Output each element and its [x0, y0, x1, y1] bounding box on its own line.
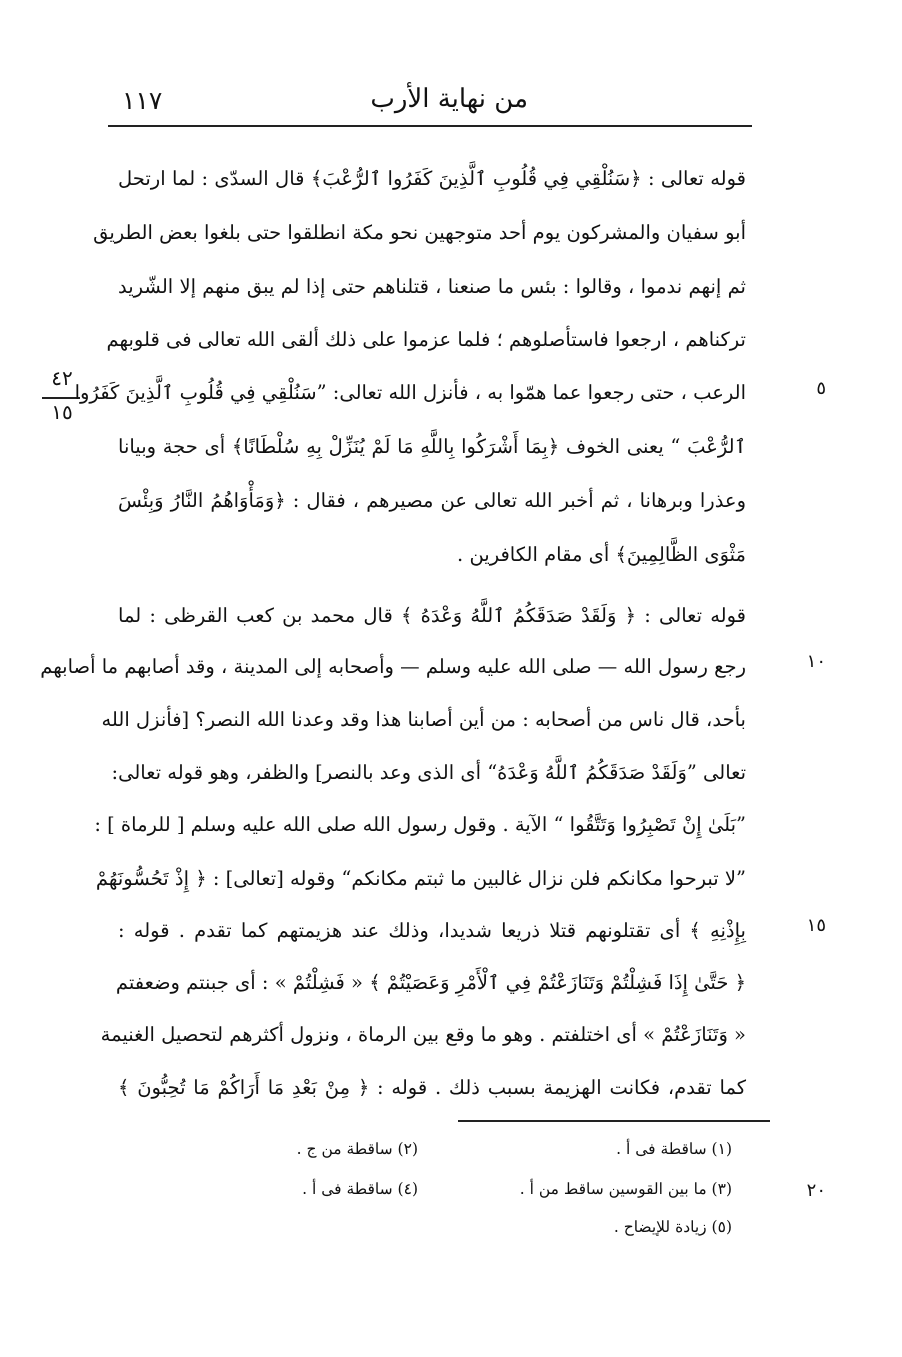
line-number: ١٥ [806, 915, 826, 936]
footnote: (٣) ما بين القوسين ساقط من أ . [519, 1180, 732, 1198]
line-number: ٢٠ [806, 1180, 826, 1201]
text-line: ثم إنهم ندموا ، وقالوا : بئس ما صنعنا ، قتلناهم حتى إذا لم يبق منهم إلا الشّريد [118, 275, 746, 298]
text-line: الرعب ، حتى رجعوا عما همّوا به ، فأنزل الله تعالى: ”سَنُلْقِي فِي قُلُوبِ ٱلَّذِينَ كَفَرُوا [74, 381, 746, 404]
text-line: ”لا تبرحوا مكانكم فلن نزال غالبين ما ثبتم مكانكم“ وقوله [تعالى] : ﴿ إِذْ تَحُسُّونَهُمْ [95, 867, 746, 890]
margin-ref-bottom: ١٥ [51, 400, 73, 424]
header-rule [108, 125, 752, 127]
text-line: ٱلرُّعْبَ “ يعنى الخوف ﴿بِمَا أَشْرَكُوا بِاللَّهِ مَا لَمْ يُنَزِّلْ بِهِ سُلْطَانًا﴾ أى حجة وبيانا [118, 435, 746, 458]
text-line: تركناهم ، ارجعوا فاستأصلوهم ؛ فلما عزموا على ذلك ألقى الله تعالى فى قلوبهم [106, 328, 746, 351]
page-number: ١١٧ [122, 86, 163, 115]
footnote: (٥) زيادة للإيضاح . [613, 1218, 732, 1236]
text-line: مَثْوَى الظَّالِمِينَ﴾ أى مقام الكافرين . [457, 543, 746, 566]
text-line: بأحد، قال ناس من أصحابه : من أين أصابنا هذا وقد وعدنا الله النصر؟ [فأنزل الله [101, 708, 746, 731]
text-line: ”بَلَىٰ إِنْ تَصْبِرُوا وَتَتَّقُوا “ الآية . وقول رسول الله صلى الله عليه وسلم [ للرماة ] : [94, 813, 746, 836]
text-line: بِإِذْنِهِ ﴾ أى تقتلونهم قتلا ذريعا شديدا، وذلك عند هزيمتهم كما تقدم . قوله : [118, 919, 746, 942]
text-line: قوله تعالى : ﴿سَنُلْقِي فِي قُلُوبِ ٱلَّذِينَ كَفَرُوا ٱلرُّعْبَ﴾ قال السدّى : لما ارتحل [118, 167, 746, 190]
running-title: من نهاية الأرب [370, 84, 528, 114]
footnote: (١) ساقطة فى أ . [616, 1140, 732, 1158]
text-line: تعالى ”وَلَقَدْ صَدَقَكُمُ ٱللَّهُ وَعْدَهُ“ أى الذى وعد بالنصر] والظفر، وهو قوله تعالى: [111, 761, 746, 784]
margin-ref-top: ٤٢ [51, 366, 73, 390]
footnote: (٢) ساقطة من ج . [296, 1140, 418, 1158]
line-number: ٥ [816, 378, 826, 399]
text-line: « وَتَنَازَعْتُمْ » أى اختلفتم . وهو ما وقع بين الرماة ، ونزول أكثرهم لتحصيل الغنيمة [100, 1023, 746, 1046]
footnote: (٤) ساقطة فى أ . [302, 1180, 418, 1198]
running-header [110, 80, 754, 120]
text-line: ﴿ حَتَّىٰ إِذَا فَشِلْتُمْ وَتَنَازَعْتُمْ فِي ٱلْأَمْرِ وَعَصَيْتُمْ ﴾ « فَشِلْتُمْ » : أى جبنتم وضعفتم [115, 971, 746, 994]
text-line: قوله تعالى : ﴿ وَلَقَدْ صَدَقَكُمُ ٱللَّهُ وَعْدَهُ ﴾ قال محمد بن كعب القرظى : لما [118, 604, 746, 627]
text-line: أبو سفيان والمشركون يوم أحد متوجهين نحو مكة انطلقوا حتى بلغوا بعض الطريق [93, 221, 746, 244]
text-line: كما تقدم، فكانت الهزيمة بسبب ذلك . قوله : ﴿ مِنْ بَعْدِ مَا أَرَاكُمْ مَا تُحِبُّونَ ﴾ [118, 1076, 746, 1099]
text-line: وعذرا وبرهانا ، ثم أخبر الله تعالى عن مصيرهم ، فقال : ﴿وَمَأْوَاهُمُ النَّارُ وَبِئْسَ [118, 489, 746, 512]
footnote-rule [458, 1120, 770, 1122]
text-line: رجع رسول الله — صلى الله عليه وسلم — وأصحابه إلى المدينة ، وقد أصابهم ما أصابهم [40, 655, 746, 678]
line-number: ١٠ [806, 651, 826, 672]
